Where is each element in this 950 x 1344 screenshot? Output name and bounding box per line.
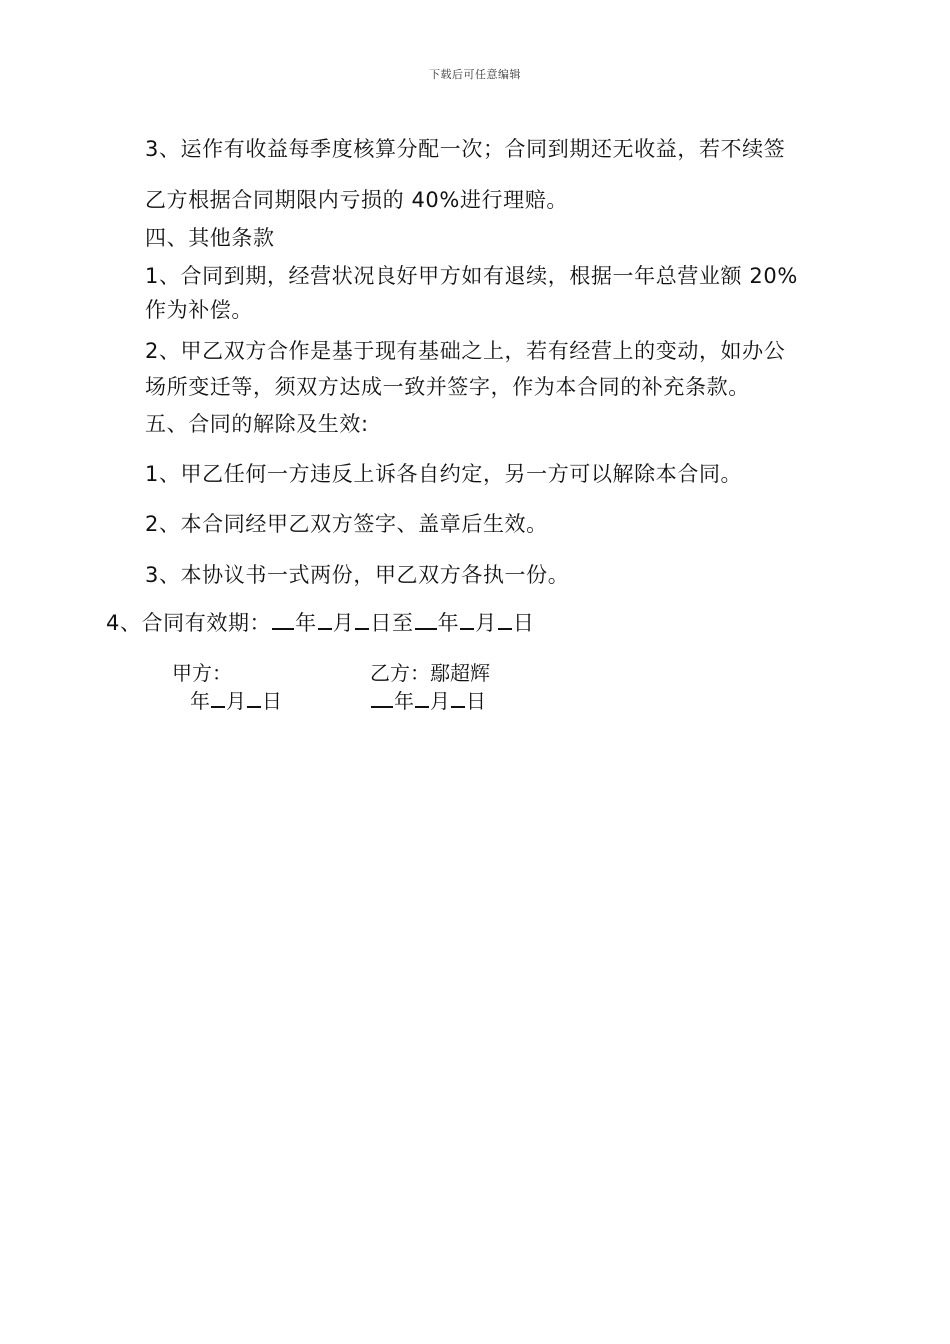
blank-field: [498, 608, 512, 630]
party-b-date: [370, 686, 486, 713]
section-4-clause-1-line-2: 作为补偿。: [145, 298, 253, 322]
section-5-heading: 五、合同的解除及生效:: [145, 412, 369, 436]
party-a-label: 甲方：: [172, 661, 232, 685]
section-4-clause-2-line-2: 场所变迁等，须双方达成一致并签字，作为本合同的补充条款。: [145, 375, 750, 399]
section-5-clause-2: 2、本合同经甲乙双方签字、盖章后生效。: [145, 512, 548, 536]
blank-field: [355, 608, 369, 630]
validity-prefix: 4、合同有效期：: [106, 611, 272, 635]
validity-year-label: 年: [295, 611, 317, 635]
date-day-label: 日: [262, 689, 282, 713]
blank-field: [247, 686, 261, 708]
date-month-label: 月: [226, 689, 246, 713]
section-4-clause-2-line-1: 2、甲乙双方合作是基于现有基础之上，若有经营上的变动，如办公: [145, 339, 786, 363]
validity-to-label: 日至: [370, 611, 414, 635]
blank-field: [415, 608, 437, 630]
party-a-date: [190, 686, 282, 713]
date-day-label: 日: [466, 689, 486, 713]
validity-month-label: 月: [475, 611, 497, 635]
date-month-label: 月: [430, 689, 450, 713]
section-5-clause-3: 3、本协议书一式两份，甲乙双方各执一份。: [145, 563, 570, 587]
clause-3-line-2: 乙方根据合同期限内亏损的 40%进行理赔。: [145, 188, 568, 212]
clause-3-line-1: 3、运作有收益每季度核算分配一次；合同到期还无收益，若不续签: [145, 137, 786, 161]
validity-period-line: [106, 608, 534, 637]
validity-year-label: 年: [437, 611, 460, 635]
blank-field: [371, 686, 393, 708]
blank-field: [451, 686, 465, 708]
date-year-label: 年: [394, 689, 414, 713]
blank-field: [318, 608, 332, 630]
blank-field: [272, 608, 294, 630]
validity-month-label: 月: [332, 611, 355, 635]
validity-day-label: 日: [512, 611, 535, 635]
blank-field: [460, 608, 474, 630]
header-note: 下载后可任意编辑: [429, 68, 521, 81]
section-5-clause-1: 1、甲乙任何一方违反上诉各自约定，另一方可以解除本合同。: [145, 462, 743, 486]
blank-field: [415, 686, 429, 708]
party-b-label: 乙方：鄢超辉: [370, 661, 490, 685]
section-4-clause-1-line-1: 1、合同到期，经营状况良好甲方如有退续，根据一年总营业额 20%: [145, 264, 798, 288]
blank-field: [211, 686, 225, 708]
section-4-heading: 四、其他条款: [145, 226, 275, 250]
date-year-label: 年: [190, 689, 210, 713]
